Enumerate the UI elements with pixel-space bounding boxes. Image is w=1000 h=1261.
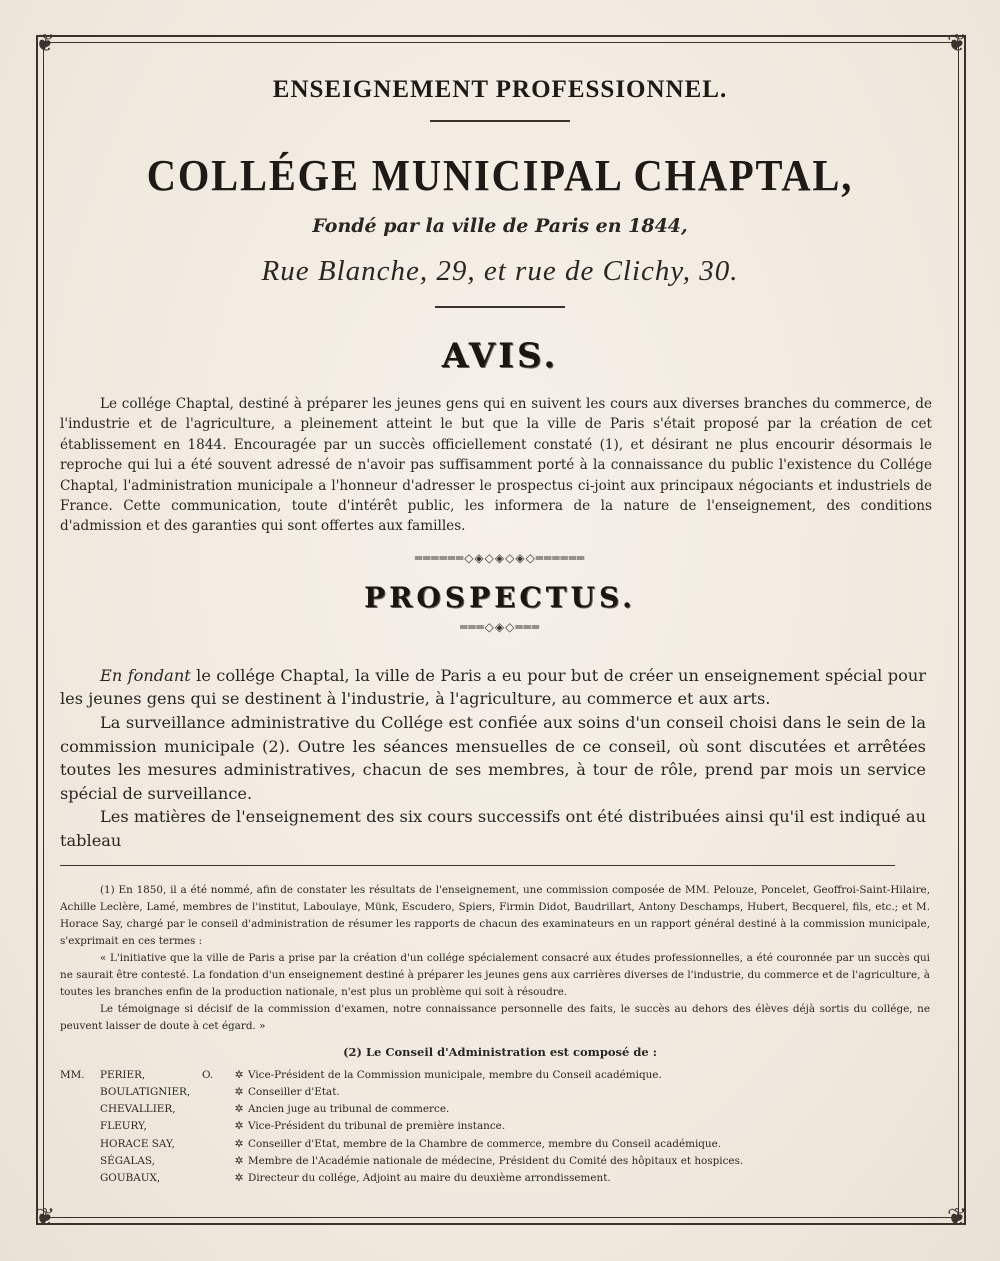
corner-ornament-icon: ❦	[34, 1203, 56, 1231]
council-member-role: Vice-Président du tribunal de première instance.	[248, 1120, 506, 1133]
council-prefix	[60, 1101, 100, 1118]
council-row	[60, 1136, 743, 1153]
council-row	[60, 1067, 743, 1084]
footnote-1-quote: « L'initiative que la ville de Paris a prise par la création d'un collége spécialement consacré aux études professionnelles, a été couronnée par un succès qui ne saurait être contesté. La fondation d'un enseignement destiné à préparer les jeunes gens aux carrières diverses de l'industrie, du commerce et de l'agriculture, à toutes les branches enfin de la production nationale, n'est plus un problème qui soit à résoudre.	[60, 951, 930, 998]
council-prefix	[60, 1170, 100, 1187]
council-grade: O.	[202, 1068, 214, 1081]
council-row	[60, 1084, 743, 1101]
council-member-name: FLEURY,	[100, 1120, 147, 1133]
paragraph-text: le collége Chaptal, la ville de Paris a eu pour but de créer un enseignement spécial pour les jeunes gens qui se destinent à l'industrie, à l'agriculture, au commerce et aux arts.	[60, 665, 926, 709]
council-member-role: Conseiller d'Etat.	[248, 1085, 340, 1098]
prospectus-paragraph-3: Les matières de l'enseignement des six cours successifs ont été distribuées ainsi qu'il est indiqué au tableau	[60, 807, 926, 850]
corner-ornament-icon: ❦	[34, 29, 56, 57]
college-title: COLLÉGE MUNICIPAL CHAPTAL,	[146, 151, 854, 200]
council-member-name: CHEVALLIER,	[100, 1103, 176, 1116]
small-divider-ornament: ═══◇◈◇═══	[459, 619, 541, 634]
decoration-star-icon: ✲	[234, 1085, 244, 1098]
council-grade	[202, 1101, 230, 1118]
prospectus-paragraph-1	[60, 664, 940, 711]
council-member-role: Directeur du collége, Adjoint au maire du deuxième arrondissement.	[248, 1172, 611, 1185]
council-prefix: MM.	[60, 1068, 85, 1081]
council-row	[60, 1153, 743, 1170]
council-grade	[202, 1084, 230, 1101]
council-member-role: Membre de l'Académie nationale de médecine, Président du Comité des hôpitaux et hospices.	[248, 1155, 744, 1168]
footnote-separator	[60, 865, 895, 866]
footnote-2-title: (2) Le Conseil d'Administration est composé de :	[343, 1044, 657, 1059]
council-member-name: PERIER,	[100, 1068, 146, 1081]
decoration-star-icon: ✲	[234, 1103, 244, 1116]
council-row	[60, 1101, 743, 1118]
avis-paragraph: Le collége Chaptal, destiné à préparer les jeunes gens qui en suivent les cours aux diverses branches du commerce, de l'industrie et de l'agriculture, a pleinement atteint le but que la ville de Paris s'était proposé par la création de cet établissement en 1844. Encouragée par un succès officiellement constaté (1), et désirant ne plus encourir désormais le reproche qui lui a été souvent adressé de n'avoir pas suffisamment porté à la connaissance du public l'existence du Collége Chaptal, l'administration municipale a l'honneur d'adresser le prospectus ci-joint aux principaux négociants et industriels de France. Cette communication, toute d'intérêt public, les informera de la nature de l'enseignement, des conditions d'admission et des garanties qui sont offertes aux familles.	[60, 396, 932, 535]
prospectus-paragraph-2: La surveillance administrative du Collége est confiée aux soins d'un conseil choisi dans le sein de la commission municipale (2). Outre les séances mensuelles de ce conseil, où sont discutées et arrêtées toutes les mesures administratives, chacun de ses membres, à tour de rôle, prend par mois un service spécial de surveillance.	[60, 713, 926, 803]
council-member-name: SÉGALAS,	[100, 1155, 155, 1168]
council-member-name: BOULATIGNIER,	[100, 1085, 191, 1098]
address-line: Rue Blanche, 29, et rue de Clichy, 30.	[261, 255, 739, 287]
council-prefix	[60, 1153, 100, 1170]
document-content	[60, 60, 940, 1188]
title-rule	[430, 120, 570, 122]
decoration-star-icon: ✲	[234, 1137, 244, 1150]
council-prefix	[60, 1084, 100, 1101]
council-table	[60, 1067, 743, 1188]
footnote-1-conclusion: Le témoignage si décisif de la commission d'examen, notre connaissance personnelle des faits, le succès au dehors des élèves déjà sortis du collége, ne peuvent laisser de doute à cet égard. »	[60, 1002, 930, 1032]
address-rule	[435, 306, 565, 308]
decoration-star-icon: ✲	[234, 1120, 244, 1133]
council-member-role: Vice-Président de la Commission municipale, membre du Conseil académique.	[248, 1068, 662, 1081]
council-grade	[202, 1136, 230, 1153]
council-member-name: GOUBAUX,	[100, 1172, 161, 1185]
decoration-star-icon: ✲	[234, 1155, 244, 1168]
corner-ornament-icon: ❦	[946, 29, 968, 57]
founded-line: Fondé par la ville de Paris en 1844,	[312, 215, 688, 237]
council-member-role: Conseiller d'Etat, membre de la Chambre de commerce, membre du Conseil académique.	[248, 1137, 722, 1150]
council-member-role: Ancien juge au tribunal de commerce.	[248, 1103, 450, 1116]
decoration-star-icon: ✲	[234, 1068, 244, 1081]
council-grade	[202, 1118, 230, 1135]
decoration-star-icon: ✲	[234, 1172, 244, 1185]
lead-phrase: En fondant	[100, 665, 191, 685]
avis-title: AVIS.	[441, 336, 559, 376]
section-title: ENSEIGNEMENT PROFESSIONNEL.	[272, 76, 728, 103]
corner-ornament-icon: ❦	[946, 1203, 968, 1231]
council-prefix	[60, 1118, 100, 1135]
divider-ornament: ══════◇◈◇◈◇◈◇══════	[414, 550, 586, 565]
council-grade	[202, 1153, 230, 1170]
council-row	[60, 1118, 743, 1135]
footnote-1: (1) En 1850, il a été nommé, afin de constater les résultats de l'enseignement, une commission composée de MM. Pelouze, Poncelet, Geoffroi-Saint-Hilaire, Achille Leclère, Lamé, membres de l'institut, Laboulaye, Münk, Escudero, Spiers, Firmin Didot, Baudrillart, Antony Deschamps, Hubert, Becquerel, fils, etc.; et M. Horace Say, chargé par le conseil d'administration de résumer les rapports de chacun des examinateurs en un rapport général destiné à la commission municipale, s'exprimait en ces termes :	[60, 883, 930, 947]
council-prefix	[60, 1136, 100, 1153]
council-grade	[202, 1170, 230, 1187]
prospectus-title: PROSPECTUS.	[364, 580, 636, 614]
council-row	[60, 1170, 743, 1187]
council-member-name: HORACE SAY,	[100, 1137, 175, 1150]
